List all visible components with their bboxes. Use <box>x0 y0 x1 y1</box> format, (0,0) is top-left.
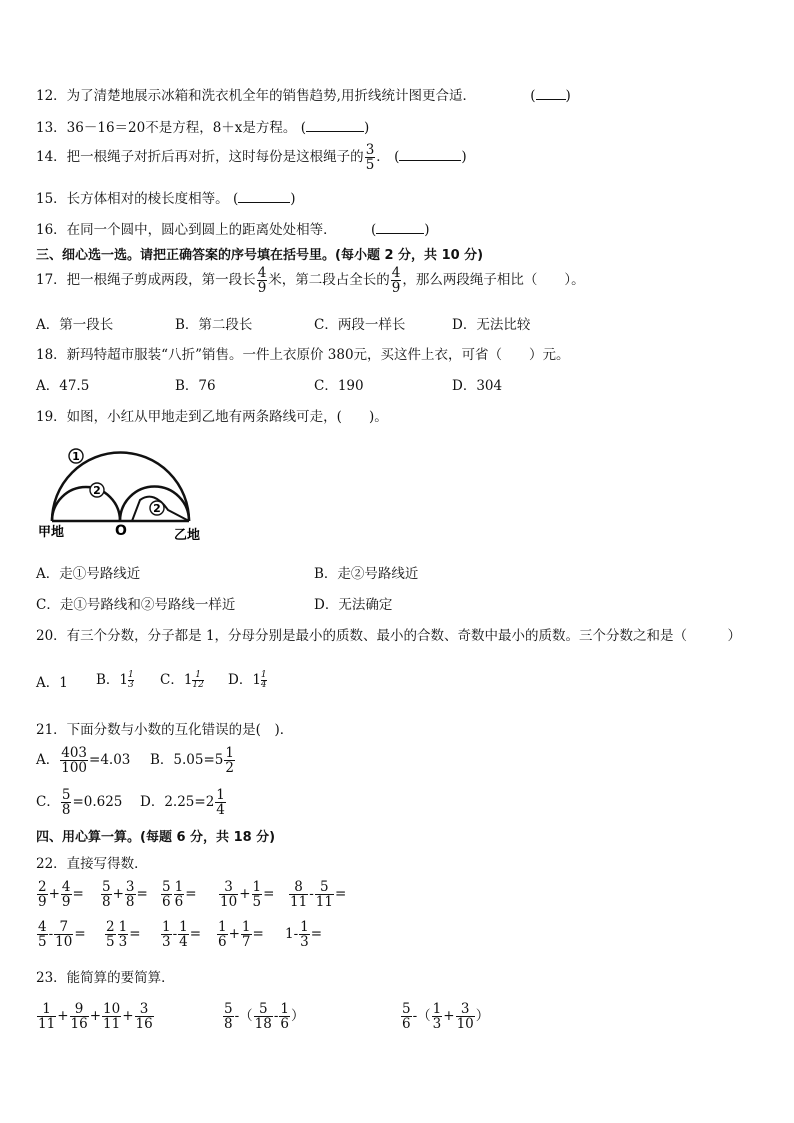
answer-blank-14[interactable]: ( ) <box>394 149 467 166</box>
question-16: 16．在同一个圆中，圆心到圆上的距离处处相等． ( ) <box>36 222 430 238</box>
route-diagram <box>36 440 216 548</box>
section-4-title: 四、用心算一算。(每题 6 分，共 18 分) <box>36 830 276 845</box>
q21-option-d[interactable]: D．2.25=2 $\frac{1}{4}$ <box>140 787 225 819</box>
question-17: 17．把一根绳子剪成两段，第一段长 $\frac{4}{9}$ 米，第二段占全长的 $\frac{4}{9}$ ，那么两段绳子相比（ ）。 <box>36 265 585 297</box>
answer-blank-15[interactable]: ( ) <box>232 191 296 207</box>
question-19: 19．如图，小红从甲地走到乙地有两条路线可走，( )。 <box>36 409 388 425</box>
question-13-text: 13．36－16＝20不是方程，8＋x是方程。 <box>36 120 297 136</box>
q17-option-d[interactable]: D．无法比较 <box>452 317 531 333</box>
q21-option-b[interactable]: B．5.05=5 $\frac{1}{2}$ <box>150 745 234 777</box>
q21-option-c[interactable]: C． $\frac{5}{8}$ =0.625 <box>36 787 123 819</box>
section-3-title: 三、细心选一选。请把正确答案的序号填在括号里。(每小题 2 分，共 10 分) <box>36 248 484 263</box>
simplify-expression: $\frac{5}{8}$ -（ $\frac{5}{18}$ - $\frac{1}{6}$ ） <box>224 1001 305 1033</box>
question-22: 22．直接写得数． <box>36 856 148 872</box>
q20-option-b[interactable]: B．1 $\frac{1}{3}$ <box>96 670 134 690</box>
q20-option-d[interactable]: D．1 $\frac{1}{4}$ <box>228 670 267 690</box>
question-18: 18．新玛特超市服装“八折”销售。一件上衣原价 380元，买这件上衣，可省（ ）元。 <box>36 347 570 363</box>
q20-option-c[interactable]: C．1 $\frac{1}{12}$ <box>160 670 204 690</box>
calc-expression: 1- $\frac{1}{3}$ = <box>285 919 323 951</box>
calc-expression: $\frac{5}{6}$ $\frac{1}{6}$ = <box>162 879 197 911</box>
answer-blank-16[interactable]: ( ) <box>370 222 430 238</box>
q19-option-a[interactable]: A．走①号路线近 <box>36 566 141 582</box>
q17-option-a[interactable]: A．第一段长 <box>36 317 114 333</box>
question-21: 21．下面分数与小数的互化错误的是( )． <box>36 722 294 738</box>
q19-option-b[interactable]: B．走②号路线近 <box>314 566 419 582</box>
calc-expression: $\frac{2}{9}$ + $\frac{4}{9}$ = <box>38 879 84 911</box>
q18-option-b[interactable]: B．76 <box>175 378 216 394</box>
route-diagram-svg <box>36 440 216 544</box>
question-15: 15．长方体相对的棱长度相等。 ( ) <box>36 191 296 207</box>
fraction-3-5: $\frac{3}{5}$ <box>365 142 375 174</box>
route-2-left-arc <box>52 487 120 521</box>
question-13 <box>36 116 369 136</box>
question-12-text: 12．为了清楚地展示冰箱和洗衣机全年的销售趋势,用折线统计图更合适． <box>36 88 476 104</box>
answer-blank-12[interactable]: ( ) <box>530 88 571 104</box>
label-end: 乙地 <box>174 528 201 543</box>
simplify-expression: $\frac{1}{11}$ + $\frac{9}{16}$ + $\frac{10}{11}$ + $\frac{3}{16}$ <box>38 1001 153 1033</box>
question-23: 23．能简算的要简算． <box>36 970 175 986</box>
route-2-label-right: 2 <box>153 502 161 515</box>
route-1-label: 1 <box>72 450 80 463</box>
route-2-label-left: 2 <box>93 484 101 497</box>
question-20: 20．有三个分数，分子都是 1，分母分别是最小的质数、最小的合数、奇数中最小的质数。三个分数之和是（ ） <box>36 628 742 644</box>
q18-option-c[interactable]: C．190 <box>314 378 364 394</box>
q18-option-a[interactable]: A．47.5 <box>36 378 90 394</box>
calc-expression: $\frac{3}{10}$ + $\frac{1}{5}$ = <box>220 879 275 911</box>
label-center: O <box>115 523 127 539</box>
simplify-expression: $\frac{5}{6}$ -（ $\frac{1}{3}$ + $\frac{3}{10}$ ） <box>402 1001 490 1033</box>
q19-option-c[interactable]: C．走①号路线和②号路线一样近 <box>36 597 236 613</box>
q18-option-d[interactable]: D．304 <box>452 378 503 394</box>
q21-option-a[interactable]: A． $\frac{403}{100}$ =4.03 <box>36 745 131 777</box>
calc-expression: $\frac{2}{5}$ $\frac{1}{3}$ = <box>106 919 141 951</box>
calc-expression: $\frac{4}{5}$ - $\frac{7}{10}$ = <box>38 919 86 951</box>
q20-option-a[interactable]: A．1 <box>36 675 68 691</box>
calc-expression: $\frac{8}{11}$ - $\frac{5}{11}$ = <box>290 879 347 911</box>
q17-option-c[interactable]: C．两段一样长 <box>314 317 406 333</box>
question-14: 14．把一根绳子对折后再对折，这时每份是这根绳子的 $\frac{3}{5}$ ． ( ) <box>36 142 467 174</box>
q19-option-d[interactable]: D．无法确定 <box>314 597 393 613</box>
label-start: 甲地 <box>38 525 65 540</box>
calc-expression: $\frac{5}{8}$ + $\frac{3}{8}$ = <box>102 879 148 911</box>
answer-blank-13[interactable]: ( ) <box>300 120 370 136</box>
calc-expression: $\frac{1}{3}$ - $\frac{1}{4}$ = <box>162 919 202 951</box>
q17-option-b[interactable]: B．第二段长 <box>175 317 253 333</box>
question-12 <box>36 84 571 104</box>
calc-expression: $\frac{1}{6}$ + $\frac{1}{7}$ = <box>218 919 264 951</box>
